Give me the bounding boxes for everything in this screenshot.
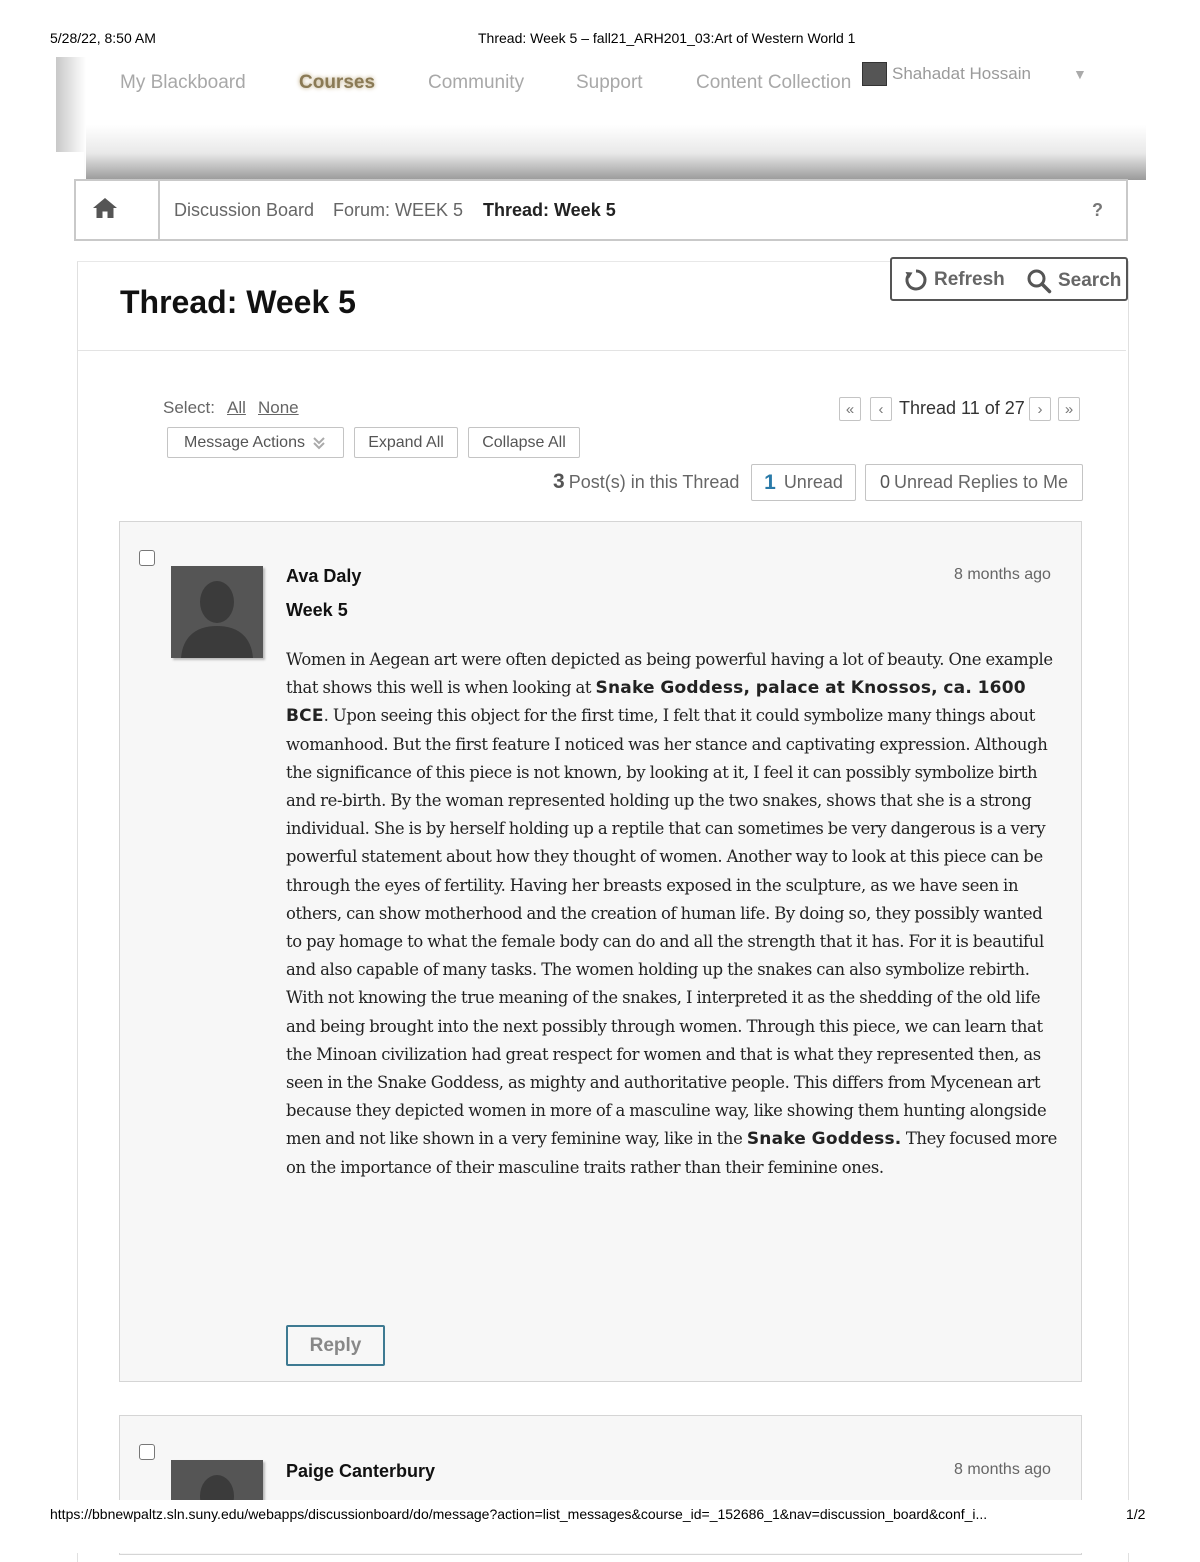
- posts-count-stat: [553, 470, 739, 494]
- post-time: 8 months ago: [954, 566, 1051, 583]
- breadcrumb-thread: Thread: Week 5: [483, 200, 616, 220]
- reply-button[interactable]: Reply: [286, 1325, 385, 1366]
- post-select-checkbox[interactable]: [139, 1444, 155, 1460]
- previous-thread-icon[interactable]: ‹: [870, 397, 892, 421]
- print-page-title: Thread: Week 5 – fall21_ARH201_03:Art of Western World 1: [478, 30, 856, 46]
- nav-support[interactable]: Support: [576, 72, 643, 93]
- thread-pager-text: Thread 11 of 27: [899, 398, 1025, 418]
- top-navigation-notch: [56, 152, 84, 180]
- unread-count: 1: [764, 470, 776, 494]
- nav-community[interactable]: Community: [428, 72, 525, 93]
- person-silhouette-icon: [171, 566, 263, 658]
- author-avatar: [171, 566, 263, 658]
- select-all-link[interactable]: All: [227, 398, 246, 417]
- unread-filter-button[interactable]: [751, 464, 856, 501]
- post-subject: Week 5: [286, 600, 348, 620]
- print-page-number: 1/2: [1126, 1506, 1146, 1522]
- search-button[interactable]: [1026, 268, 1121, 294]
- post-author[interactable]: Paige Canterbury: [286, 1461, 436, 1481]
- message-actions-label: Message Actions: [184, 433, 305, 451]
- title-divider: [78, 350, 1126, 351]
- help-icon[interactable]: ?: [1092, 200, 1103, 220]
- unread-replies-filter-button[interactable]: [865, 464, 1083, 501]
- refresh-icon: [904, 268, 928, 292]
- page-title: Thread: Week 5: [120, 284, 356, 320]
- unread-replies-count: 0: [879, 472, 890, 492]
- nav-my-blackboard[interactable]: My Blackboard: [120, 72, 246, 93]
- unread-replies-label: Unread Replies to Me: [893, 472, 1069, 492]
- breadcrumb-discussion-board[interactable]: Discussion Board: [174, 200, 315, 220]
- nav-content-collection[interactable]: Content Collection: [696, 72, 851, 93]
- nav-courses[interactable]: Courses: [299, 72, 376, 93]
- print-datetime: 5/28/22, 8:50 AM: [50, 30, 156, 46]
- user-menu-caret-icon[interactable]: ▼: [1073, 66, 1087, 82]
- user-avatar[interactable]: [862, 62, 887, 86]
- home-icon[interactable]: [92, 197, 118, 219]
- double-chevron-down-icon: [311, 435, 327, 451]
- first-thread-icon[interactable]: «: [839, 397, 861, 421]
- posts-count-label: Post(s) in this Thread: [568, 472, 740, 492]
- message-actions-button[interactable]: [167, 427, 344, 458]
- post-select-checkbox[interactable]: [139, 550, 155, 566]
- expand-all-button[interactable]: Expand All: [354, 427, 458, 458]
- refresh-button[interactable]: [904, 268, 1005, 292]
- select-none-link[interactable]: None: [258, 398, 299, 417]
- posts-count: 3: [553, 470, 565, 493]
- search-icon: [1026, 268, 1052, 294]
- post-author[interactable]: Ava Daly: [286, 566, 362, 586]
- post-time: 8 months ago: [954, 1461, 1051, 1478]
- select-label: Select:: [163, 398, 215, 417]
- search-label: Search: [1058, 270, 1122, 291]
- unread-label: Unread: [783, 472, 843, 492]
- print-url: https://bbnewpaltz.sln.suny.edu/webapps/discussionboard/do/message?action=list_messages&course_id=_152686_1&nav=discussion_board&conf_i...: [50, 1506, 988, 1522]
- user-name[interactable]: Shahadat Hossain: [892, 64, 1031, 83]
- person-silhouette-icon: [171, 1460, 263, 1500]
- last-thread-icon[interactable]: »: [1058, 397, 1080, 421]
- refresh-label: Refresh: [934, 269, 1005, 290]
- post-body: Women in Aegean art were often depicted as being powerful having a lot of beauty. One example that shows this well is when looking at Snake Goddess, palace at Knossos, ca. 1600 BCE. Upon seeing this object for the first time, I felt that it could symbolize many things about womanhood. But the first feature I noticed was her stance and captivating expression. Although the significance of this piece is not known, by looking at it, I feel it can possibly symbolize birth and re-birth. By the woman represented holding up the two snakes, shows that she is a strong individual. She is by herself holding up a reptile that can sometimes be very dangerous is a very powerful statement about how they thought of women. Another way to look at this piece can be through the eyes of fertility. Having her breasts exposed in the sculpture, as we have seen in others, can show motherhood and the creation of human life. By doing so, they possibly wanted to pay homage to what the female body can do and all the strength that it has. For it is beautiful and also capable of many tasks. The women holding up the snakes can also symbolize rebirth. With not knowing the true meaning of the snakes, I interpreted it as the shedding of the old life and being brought into the next possibly through women. Through this piece, we can learn that the Minoan civilization had great respect for women and that is what they represented then, as seen in the Snake Goddess, as mighty and authoritative people. This differs from Mycenean art because they depicted women in more of a masculine way, like showing them hunting alongside men and not like shown in a very feminine way, like in the Snake Goddess. They focused more on the importance of their masculine traits rather than their feminine ones.: [286, 650, 1057, 1177]
- next-thread-icon[interactable]: ›: [1029, 397, 1051, 421]
- breadcrumb-forum[interactable]: Forum: WEEK 5: [333, 200, 464, 220]
- collapse-all-button[interactable]: Collapse All: [468, 427, 580, 458]
- author-avatar: [171, 1460, 263, 1500]
